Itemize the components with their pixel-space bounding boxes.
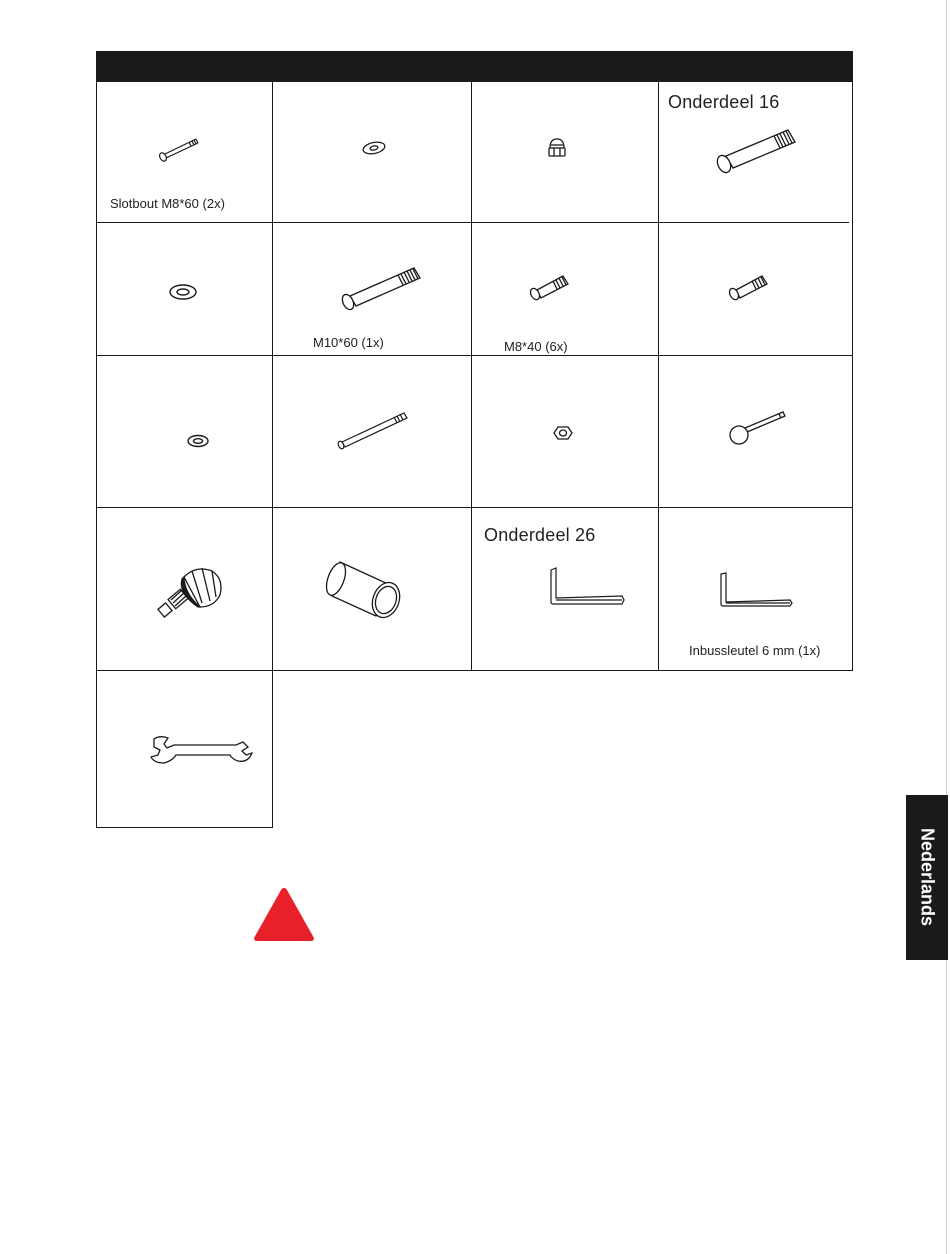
- part-label: M8*40 (6x): [504, 339, 568, 354]
- part-label: Inbussleutel 6 mm (1x): [689, 643, 821, 658]
- grid-line: [96, 827, 273, 828]
- pull-pin-icon: [727, 408, 789, 448]
- grid-line: [96, 355, 853, 356]
- short-bolt-icon: [728, 270, 770, 302]
- warning-triangle-icon: [252, 886, 316, 942]
- grid-line: [96, 222, 849, 223]
- flat-washer-icon: [168, 283, 198, 301]
- short-bolt-icon: [529, 270, 571, 302]
- page-edge-line: [946, 0, 947, 1254]
- hex-nut-icon: [553, 425, 573, 441]
- wrench-icon: [148, 733, 254, 767]
- allen-key-icon: [548, 566, 628, 608]
- language-tab-label: Nederlands: [917, 827, 938, 927]
- grid-line: [96, 670, 853, 671]
- long-bolt-icon: [340, 262, 424, 312]
- grid-line: [852, 82, 853, 671]
- adjustment-knob-icon: [158, 563, 228, 621]
- part-label: Slotbout M8*60 (2x): [110, 196, 225, 211]
- grid-line: [96, 82, 97, 828]
- curved-washer-icon: [360, 140, 388, 156]
- part-label: M10*60 (1x): [313, 335, 384, 350]
- grid-line: [272, 82, 273, 828]
- grid-line: [96, 507, 853, 508]
- cap-nut-icon: [546, 136, 568, 160]
- table-header-bar: [96, 51, 853, 82]
- grid-line: [658, 82, 659, 671]
- large-bolt-icon: [714, 126, 800, 176]
- part-number-label: Onderdeel 16: [668, 92, 780, 112]
- small-bolt-icon: [158, 136, 204, 164]
- small-washer-icon: [186, 434, 210, 448]
- language-side-tab: [906, 795, 948, 960]
- grid-line: [471, 82, 472, 671]
- threaded-rod-icon: [336, 408, 412, 450]
- sleeve-icon: [326, 556, 408, 622]
- part-number-label: Onderdeel 26: [484, 525, 596, 545]
- allen-key-icon: [718, 572, 796, 610]
